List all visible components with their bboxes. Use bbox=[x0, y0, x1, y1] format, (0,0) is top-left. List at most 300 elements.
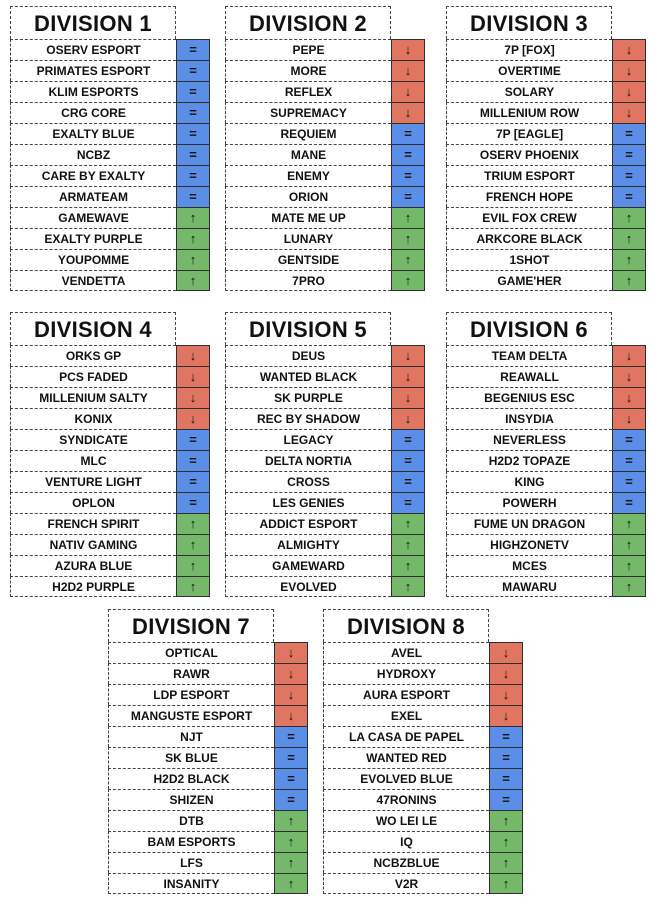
team-row bbox=[323, 663, 523, 684]
status-same-icon: = bbox=[612, 123, 646, 144]
team-row bbox=[446, 39, 646, 60]
status-same-icon: = bbox=[176, 60, 210, 81]
team-name: DELTA NORTIA bbox=[225, 450, 391, 471]
team-row bbox=[323, 747, 523, 768]
division-title: DIVISION 7 bbox=[108, 609, 274, 642]
status-down-icon: ↓ bbox=[391, 81, 425, 102]
status-same-icon: = bbox=[176, 165, 210, 186]
team-name: POWERH bbox=[446, 492, 612, 513]
status-same-icon: = bbox=[176, 492, 210, 513]
status-up-icon: ↑ bbox=[176, 228, 210, 249]
team-name: 7P [EAGLE] bbox=[446, 123, 612, 144]
team-row bbox=[10, 60, 210, 81]
team-row bbox=[10, 429, 210, 450]
team-row bbox=[10, 123, 210, 144]
team-name: ORION bbox=[225, 186, 391, 207]
team-row bbox=[446, 429, 646, 450]
status-same-icon: = bbox=[391, 144, 425, 165]
status-down-icon: ↓ bbox=[612, 408, 646, 429]
status-same-icon: = bbox=[176, 186, 210, 207]
team-row bbox=[10, 387, 210, 408]
team-row bbox=[446, 387, 646, 408]
status-up-icon: ↑ bbox=[391, 207, 425, 228]
status-up-icon: ↑ bbox=[612, 555, 646, 576]
team-row bbox=[225, 408, 425, 429]
team-row bbox=[10, 576, 210, 597]
team-row bbox=[225, 186, 425, 207]
team-row bbox=[446, 576, 646, 597]
division-8 bbox=[323, 609, 523, 894]
status-up-icon: ↑ bbox=[391, 270, 425, 291]
division-7 bbox=[108, 609, 308, 894]
division-1 bbox=[10, 6, 210, 291]
team-row bbox=[225, 228, 425, 249]
team-name: CROSS bbox=[225, 471, 391, 492]
team-name: EVOLVED BLUE bbox=[323, 768, 489, 789]
status-down-icon: ↓ bbox=[274, 642, 308, 663]
team-row bbox=[225, 492, 425, 513]
status-down-icon: ↓ bbox=[489, 684, 523, 705]
team-row bbox=[10, 513, 210, 534]
team-row bbox=[225, 270, 425, 291]
team-name: FRENCH HOPE bbox=[446, 186, 612, 207]
team-name: REAWALL bbox=[446, 366, 612, 387]
team-row bbox=[108, 789, 308, 810]
status-up-icon: ↑ bbox=[176, 270, 210, 291]
team-name: MANE bbox=[225, 144, 391, 165]
status-down-icon: ↓ bbox=[391, 366, 425, 387]
team-name: GAME'HER bbox=[446, 270, 612, 291]
team-name: CRG CORE bbox=[10, 102, 176, 123]
team-name: SHIZEN bbox=[108, 789, 274, 810]
team-name: PRIMATES ESPORT bbox=[10, 60, 176, 81]
team-row bbox=[446, 165, 646, 186]
status-up-icon: ↑ bbox=[489, 831, 523, 852]
team-name: KLIM ESPORTS bbox=[10, 81, 176, 102]
team-name: ALMIGHTY bbox=[225, 534, 391, 555]
team-row bbox=[108, 873, 308, 894]
team-row bbox=[10, 366, 210, 387]
team-row bbox=[10, 249, 210, 270]
status-down-icon: ↓ bbox=[274, 705, 308, 726]
status-down-icon: ↓ bbox=[391, 345, 425, 366]
status-down-icon: ↓ bbox=[489, 663, 523, 684]
team-row bbox=[10, 144, 210, 165]
team-row bbox=[446, 270, 646, 291]
status-down-icon: ↓ bbox=[489, 705, 523, 726]
status-down-icon: ↓ bbox=[274, 684, 308, 705]
status-up-icon: ↑ bbox=[176, 555, 210, 576]
team-row bbox=[446, 408, 646, 429]
status-same-icon: = bbox=[176, 471, 210, 492]
status-down-icon: ↓ bbox=[612, 387, 646, 408]
team-row bbox=[446, 345, 646, 366]
team-row bbox=[225, 450, 425, 471]
team-name: YOUPOMME bbox=[10, 249, 176, 270]
team-name: REFLEX bbox=[225, 81, 391, 102]
status-down-icon: ↓ bbox=[612, 345, 646, 366]
team-row bbox=[323, 852, 523, 873]
status-up-icon: ↑ bbox=[391, 555, 425, 576]
status-down-icon: ↓ bbox=[274, 663, 308, 684]
division-title: DIVISION 8 bbox=[323, 609, 489, 642]
status-same-icon: = bbox=[489, 789, 523, 810]
status-up-icon: ↑ bbox=[274, 810, 308, 831]
team-row bbox=[108, 684, 308, 705]
team-name: LA CASA DE PAPEL bbox=[323, 726, 489, 747]
team-name: LES GENIES bbox=[225, 492, 391, 513]
team-name: VENDETTA bbox=[10, 270, 176, 291]
status-up-icon: ↑ bbox=[612, 249, 646, 270]
team-name: DTB bbox=[108, 810, 274, 831]
status-same-icon: = bbox=[391, 186, 425, 207]
team-row bbox=[446, 249, 646, 270]
team-row bbox=[225, 555, 425, 576]
team-row bbox=[108, 747, 308, 768]
team-row bbox=[10, 534, 210, 555]
team-row bbox=[10, 555, 210, 576]
team-row bbox=[446, 471, 646, 492]
team-name: NCBZBLUE bbox=[323, 852, 489, 873]
team-row bbox=[323, 642, 523, 663]
team-name: LEGACY bbox=[225, 429, 391, 450]
team-row bbox=[10, 102, 210, 123]
team-name: ARKCORE BLACK bbox=[446, 228, 612, 249]
status-up-icon: ↑ bbox=[391, 228, 425, 249]
status-up-icon: ↑ bbox=[489, 852, 523, 873]
team-row bbox=[323, 810, 523, 831]
team-row bbox=[225, 471, 425, 492]
team-row bbox=[446, 492, 646, 513]
team-name: NJT bbox=[108, 726, 274, 747]
team-name: NATIV GAMING bbox=[10, 534, 176, 555]
team-name: EVIL FOX CREW bbox=[446, 207, 612, 228]
team-name: MILLENIUM ROW bbox=[446, 102, 612, 123]
team-row bbox=[108, 810, 308, 831]
team-row bbox=[225, 429, 425, 450]
team-name: MANGUSTE ESPORT bbox=[108, 705, 274, 726]
team-name: MORE bbox=[225, 60, 391, 81]
team-row bbox=[225, 123, 425, 144]
team-row bbox=[323, 726, 523, 747]
team-row bbox=[10, 39, 210, 60]
team-name: EVOLVED bbox=[225, 576, 391, 597]
team-row bbox=[225, 366, 425, 387]
team-name: IQ bbox=[323, 831, 489, 852]
team-row bbox=[10, 471, 210, 492]
team-row bbox=[446, 366, 646, 387]
team-row bbox=[225, 576, 425, 597]
status-same-icon: = bbox=[176, 450, 210, 471]
team-name: 7P [FOX] bbox=[446, 39, 612, 60]
division-5 bbox=[225, 312, 425, 597]
division-title: DIVISION 4 bbox=[10, 312, 176, 345]
team-name: LFS bbox=[108, 852, 274, 873]
team-name: INSANITY bbox=[108, 873, 274, 894]
division-title: DIVISION 1 bbox=[10, 6, 176, 39]
status-down-icon: ↓ bbox=[391, 39, 425, 60]
team-name: MAWARU bbox=[446, 576, 612, 597]
team-name: KONIX bbox=[10, 408, 176, 429]
status-up-icon: ↑ bbox=[176, 207, 210, 228]
team-row bbox=[323, 789, 523, 810]
team-row bbox=[446, 228, 646, 249]
status-same-icon: = bbox=[176, 39, 210, 60]
team-row bbox=[323, 831, 523, 852]
team-name: KING bbox=[446, 471, 612, 492]
team-name: HIGHZONETV bbox=[446, 534, 612, 555]
team-row bbox=[225, 387, 425, 408]
division-title: DIVISION 6 bbox=[446, 312, 612, 345]
team-name: MILLENIUM SALTY bbox=[10, 387, 176, 408]
team-name: EXEL bbox=[323, 705, 489, 726]
team-row bbox=[225, 249, 425, 270]
status-down-icon: ↓ bbox=[176, 345, 210, 366]
team-name: OPLON bbox=[10, 492, 176, 513]
team-name: ORKS GP bbox=[10, 345, 176, 366]
status-same-icon: = bbox=[176, 102, 210, 123]
team-name: MLC bbox=[10, 450, 176, 471]
status-up-icon: ↑ bbox=[489, 810, 523, 831]
status-same-icon: = bbox=[612, 450, 646, 471]
team-row bbox=[225, 345, 425, 366]
team-row bbox=[10, 345, 210, 366]
team-row bbox=[225, 144, 425, 165]
status-same-icon: = bbox=[391, 492, 425, 513]
team-row bbox=[323, 705, 523, 726]
team-row bbox=[446, 555, 646, 576]
team-name: TEAM DELTA bbox=[446, 345, 612, 366]
team-row bbox=[225, 39, 425, 60]
team-name: CARE BY EXALTY bbox=[10, 165, 176, 186]
team-row bbox=[108, 663, 308, 684]
team-row bbox=[323, 768, 523, 789]
team-name: AZURA BLUE bbox=[10, 555, 176, 576]
status-up-icon: ↑ bbox=[274, 852, 308, 873]
team-name: NEVERLESS bbox=[446, 429, 612, 450]
team-row bbox=[10, 165, 210, 186]
team-row bbox=[446, 450, 646, 471]
status-same-icon: = bbox=[274, 768, 308, 789]
team-name: DEUS bbox=[225, 345, 391, 366]
division-title: DIVISION 5 bbox=[225, 312, 391, 345]
team-row bbox=[108, 705, 308, 726]
team-name: BAM ESPORTS bbox=[108, 831, 274, 852]
status-same-icon: = bbox=[391, 471, 425, 492]
team-row bbox=[108, 852, 308, 873]
status-same-icon: = bbox=[489, 768, 523, 789]
status-up-icon: ↑ bbox=[612, 576, 646, 597]
team-name: SYNDICATE bbox=[10, 429, 176, 450]
division-title: DIVISION 2 bbox=[225, 6, 391, 39]
status-up-icon: ↑ bbox=[391, 534, 425, 555]
status-same-icon: = bbox=[176, 429, 210, 450]
team-name: WO LEI LE bbox=[323, 810, 489, 831]
status-up-icon: ↑ bbox=[391, 576, 425, 597]
team-name: INSYDIA bbox=[446, 408, 612, 429]
status-same-icon: = bbox=[176, 81, 210, 102]
team-row bbox=[446, 144, 646, 165]
status-down-icon: ↓ bbox=[489, 642, 523, 663]
team-name: OPTICAL bbox=[108, 642, 274, 663]
team-name: PEPE bbox=[225, 39, 391, 60]
team-row bbox=[225, 60, 425, 81]
status-up-icon: ↑ bbox=[176, 513, 210, 534]
team-name: PCS FADED bbox=[10, 366, 176, 387]
team-row bbox=[10, 408, 210, 429]
status-same-icon: = bbox=[176, 144, 210, 165]
status-up-icon: ↑ bbox=[489, 873, 523, 894]
status-down-icon: ↓ bbox=[176, 366, 210, 387]
team-name: V2R bbox=[323, 873, 489, 894]
team-row bbox=[10, 492, 210, 513]
division-2 bbox=[225, 6, 425, 291]
status-down-icon: ↓ bbox=[391, 60, 425, 81]
team-name: SUPREMACY bbox=[225, 102, 391, 123]
team-name: VENTURE LIGHT bbox=[10, 471, 176, 492]
status-up-icon: ↑ bbox=[391, 513, 425, 534]
team-row bbox=[323, 684, 523, 705]
team-name: SOLARY bbox=[446, 81, 612, 102]
division-3 bbox=[446, 6, 646, 291]
team-name: WANTED RED bbox=[323, 747, 489, 768]
status-down-icon: ↓ bbox=[612, 60, 646, 81]
team-name: FUME UN DRAGON bbox=[446, 513, 612, 534]
team-row bbox=[225, 81, 425, 102]
status-up-icon: ↑ bbox=[612, 534, 646, 555]
team-name: ADDICT ESPORT bbox=[225, 513, 391, 534]
team-row bbox=[108, 642, 308, 663]
team-row bbox=[225, 534, 425, 555]
team-name: WANTED BLACK bbox=[225, 366, 391, 387]
team-name: MCES bbox=[446, 555, 612, 576]
status-same-icon: = bbox=[176, 123, 210, 144]
team-row bbox=[225, 513, 425, 534]
team-name: SK BLUE bbox=[108, 747, 274, 768]
team-row bbox=[10, 81, 210, 102]
team-name: SK PURPLE bbox=[225, 387, 391, 408]
team-name: REQUIEM bbox=[225, 123, 391, 144]
status-same-icon: = bbox=[274, 747, 308, 768]
status-down-icon: ↓ bbox=[612, 366, 646, 387]
status-up-icon: ↑ bbox=[391, 249, 425, 270]
status-same-icon: = bbox=[612, 492, 646, 513]
team-row bbox=[446, 102, 646, 123]
status-down-icon: ↓ bbox=[391, 408, 425, 429]
status-up-icon: ↑ bbox=[274, 831, 308, 852]
team-row bbox=[446, 123, 646, 144]
status-same-icon: = bbox=[391, 165, 425, 186]
status-up-icon: ↑ bbox=[612, 207, 646, 228]
status-down-icon: ↓ bbox=[612, 102, 646, 123]
team-name: AURA ESPORT bbox=[323, 684, 489, 705]
team-name: MATE ME UP bbox=[225, 207, 391, 228]
division-4 bbox=[10, 312, 210, 597]
division-6 bbox=[446, 312, 646, 597]
team-row bbox=[446, 534, 646, 555]
team-name: 47RONINS bbox=[323, 789, 489, 810]
team-name: TRIUM ESPORT bbox=[446, 165, 612, 186]
team-row bbox=[10, 186, 210, 207]
team-name: H2D2 TOPAZE bbox=[446, 450, 612, 471]
team-row bbox=[446, 81, 646, 102]
team-name: REC BY SHADOW bbox=[225, 408, 391, 429]
team-row bbox=[108, 831, 308, 852]
status-same-icon: = bbox=[612, 186, 646, 207]
team-name: OVERTIME bbox=[446, 60, 612, 81]
status-down-icon: ↓ bbox=[612, 81, 646, 102]
status-same-icon: = bbox=[612, 165, 646, 186]
team-name: LUNARY bbox=[225, 228, 391, 249]
team-row bbox=[10, 207, 210, 228]
status-up-icon: ↑ bbox=[612, 270, 646, 291]
team-name: ENEMY bbox=[225, 165, 391, 186]
team-row bbox=[446, 186, 646, 207]
division-title: DIVISION 3 bbox=[446, 6, 612, 39]
status-same-icon: = bbox=[612, 429, 646, 450]
status-same-icon: = bbox=[612, 471, 646, 492]
team-name: GAMEWAVE bbox=[10, 207, 176, 228]
team-name: BEGENIUS ESC bbox=[446, 387, 612, 408]
status-down-icon: ↓ bbox=[176, 387, 210, 408]
team-name: ARMATEAM bbox=[10, 186, 176, 207]
team-row bbox=[10, 228, 210, 249]
team-row bbox=[225, 102, 425, 123]
status-up-icon: ↑ bbox=[612, 228, 646, 249]
status-up-icon: ↑ bbox=[274, 873, 308, 894]
team-name: FRENCH SPIRIT bbox=[10, 513, 176, 534]
team-row bbox=[446, 207, 646, 228]
team-name: 1SHOT bbox=[446, 249, 612, 270]
team-row bbox=[108, 726, 308, 747]
team-row bbox=[108, 768, 308, 789]
team-row bbox=[323, 873, 523, 894]
status-same-icon: = bbox=[274, 726, 308, 747]
team-name: RAWR bbox=[108, 663, 274, 684]
status-down-icon: ↓ bbox=[391, 387, 425, 408]
team-row bbox=[10, 270, 210, 291]
team-name: GENTSIDE bbox=[225, 249, 391, 270]
team-name: HYDROXY bbox=[323, 663, 489, 684]
status-up-icon: ↑ bbox=[612, 513, 646, 534]
team-name: EXALTY PURPLE bbox=[10, 228, 176, 249]
status-up-icon: ↑ bbox=[176, 534, 210, 555]
team-row bbox=[10, 450, 210, 471]
status-same-icon: = bbox=[274, 789, 308, 810]
team-row bbox=[225, 165, 425, 186]
status-same-icon: = bbox=[391, 450, 425, 471]
status-down-icon: ↓ bbox=[391, 102, 425, 123]
team-row bbox=[225, 207, 425, 228]
team-name: LDP ESPORT bbox=[108, 684, 274, 705]
team-name: 7PRO bbox=[225, 270, 391, 291]
team-name: H2D2 BLACK bbox=[108, 768, 274, 789]
team-name: H2D2 PURPLE bbox=[10, 576, 176, 597]
status-same-icon: = bbox=[489, 726, 523, 747]
status-same-icon: = bbox=[391, 123, 425, 144]
team-name: GAMEWARD bbox=[225, 555, 391, 576]
team-name: OSERV ESPORT bbox=[10, 39, 176, 60]
team-name: AVEL bbox=[323, 642, 489, 663]
status-same-icon: = bbox=[612, 144, 646, 165]
status-same-icon: = bbox=[489, 747, 523, 768]
team-row bbox=[446, 513, 646, 534]
status-up-icon: ↑ bbox=[176, 249, 210, 270]
team-name: OSERV PHOENIX bbox=[446, 144, 612, 165]
status-down-icon: ↓ bbox=[612, 39, 646, 60]
status-same-icon: = bbox=[391, 429, 425, 450]
team-row bbox=[446, 60, 646, 81]
